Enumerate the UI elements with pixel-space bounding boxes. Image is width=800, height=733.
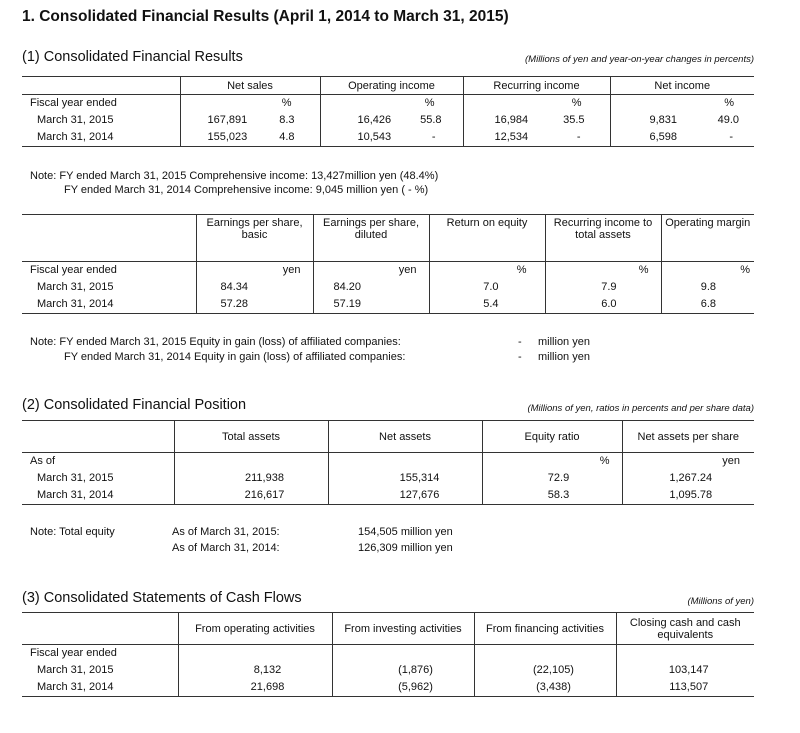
operating-margin-value: 6.8 [661,296,754,314]
closing-cash-value: 113,507 [616,679,754,697]
equity-gain-dash: - [518,336,522,348]
net-sales-pct: 8.3 [279,114,295,126]
header-eps-basic: Earnings per share, basic [196,215,313,262]
equity-gain-unit: million yen [538,351,590,363]
equity-ratio-value: 72.9 [482,470,622,487]
row-label: March 31, 2015 [37,472,114,484]
section1-heading: (1) Consolidated Financial Results [22,49,243,65]
recurring-income-pct: - [576,131,581,143]
header-total-assets: Total assets [174,421,328,453]
row-label: March 31, 2014 [22,679,178,697]
eps-basic-value: 57.28 [196,296,313,314]
header-net-assets-per-share: Net assets per share [622,421,754,453]
cash-flows-table [22,612,754,697]
comprehensive-income-note: FY ended March 31, 2014 Comprehensive income: 9,045 million yen ( - %) [64,184,429,196]
position-header-row [22,421,754,453]
recurring-income-pct: 35.5 [563,114,585,126]
total-equity-date: As of March 31, 2014: [172,542,280,554]
net-income-value: 6,598 [649,131,678,143]
table-row [22,679,754,697]
as-of-label: As of [30,455,56,467]
total-equity-note-label: Note: Total equity [30,526,115,538]
header-investing: From investing activities [332,613,474,645]
equity-gain-dash: - [518,351,522,363]
header-financing: From financing activities [474,613,616,645]
net-assets-per-share-value: 1,095.78 [622,487,754,505]
header-blank [22,215,196,262]
operating-income-pct: 55.8 [420,114,442,126]
net-assets-value: 155,314 [328,470,482,487]
results-table [22,76,754,147]
roe-value: 5.4 [429,296,545,314]
table-row [22,95,754,113]
results-header-row [22,77,754,95]
recurring-income-value: 16,984 [494,114,529,126]
fy-label: Fiscal year ended [30,647,117,659]
section1-unit: (Millions of yen and year-on-year changes in percents) [525,54,754,65]
financing-value: (22,105) [474,662,616,679]
operating-margin-value: 9.8 [661,279,754,296]
recurring-income-value: 12,534 [494,131,529,143]
investing-value: (5,962) [332,679,474,697]
operating-value: 21,698 [178,679,332,697]
recurring-to-assets-value: 6.0 [545,296,661,314]
table-row [22,470,754,487]
unit-yen: yen [196,262,313,280]
position-table [22,420,754,505]
net-sales-value: 167,891 [207,114,248,126]
row-label: March 31, 2015 [37,281,114,293]
equity-gain-note: FY ended March 31, 2014 Equity in gain (loss) of affiliated companies: [64,351,406,363]
unit-pct: % [320,95,463,113]
net-income-pct: 49.0 [717,114,739,126]
unit-pct: % [429,262,545,280]
equity-gain-unit: million yen [538,336,590,348]
eps-diluted-value: 57.19 [313,296,429,314]
investing-value: (1,876) [332,662,474,679]
section2-unit: (Millions of yen, ratios in percents and per share data) [527,403,754,414]
equity-gain-note: Note: FY ended March 31, 2015 Equity in gain (loss) of affiliated companies: [30,336,401,348]
header-recurring-to-assets: Recurring income to total assets [545,215,661,262]
fy-label: Fiscal year ended [30,97,117,109]
net-assets-value: 127,676 [328,487,482,505]
equity-ratio-value: 58.3 [482,487,622,505]
unit-yen: yen [622,453,754,471]
table-row [22,129,754,147]
header-net-assets: Net assets [328,421,482,453]
net-sales-value: 155,023 [207,131,248,143]
roe-value: 7.0 [429,279,545,296]
header-blank [22,613,178,645]
unit-pct: % [463,95,610,113]
net-income-pct: - [729,131,733,143]
table-row [22,662,754,679]
row-label: March 31, 2015 [37,664,114,676]
operating-value: 8,132 [178,662,332,679]
total-equity-value: 154,505 million yen [358,526,453,538]
eps-basic-value: 84.34 [196,279,313,296]
operating-income-value: 10,543 [357,131,392,143]
table-row [22,453,754,471]
header-blank [22,421,174,453]
table-row [22,262,754,280]
header-net-income: Net income [610,77,754,95]
table-row [22,645,754,663]
header-operating: From operating activities [178,613,332,645]
table-row [22,487,754,505]
unit-yen: yen [313,262,429,280]
header-eps-diluted: Earnings per share, diluted [313,215,429,262]
net-income-value: 9,831 [649,114,678,126]
ratios-table [22,214,754,314]
row-label: March 31, 2014 [22,296,196,314]
total-assets-value: 216,617 [174,487,328,505]
table-row [22,112,754,129]
row-label: March 31, 2014 [22,129,180,147]
table-row [22,279,754,296]
header-closing-cash: Closing cash and cash equivalents [616,613,754,645]
net-assets-per-share-value: 1,267.24 [622,470,754,487]
unit-pct: % [661,262,754,280]
recurring-to-assets-value: 7.9 [545,279,661,296]
financing-value: (3,438) [474,679,616,697]
unit-pct: % [610,95,754,113]
comprehensive-income-note: Note: FY ended March 31, 2015 Comprehensive income: 13,427million yen (48.4%) [30,170,439,182]
header-recurring-income: Recurring income [463,77,610,95]
header-blank [22,77,180,95]
unit-pct: % [180,95,320,113]
row-label: March 31, 2014 [22,487,174,505]
section3-unit: (Millions of yen) [687,596,754,607]
section2-heading: (2) Consolidated Financial Position [22,397,247,413]
page-title: 1. Consolidated Financial Results (April 1, 2014 to March 31, 2015) [22,8,509,25]
ratios-header-row [22,215,754,262]
cash-flows-header-row [22,613,754,645]
total-assets-value: 211,938 [174,470,328,487]
header-operating-income: Operating income [320,77,463,95]
header-equity-ratio: Equity ratio [482,421,622,453]
total-equity-date: As of March 31, 2015: [172,526,280,538]
eps-diluted-value: 84.20 [313,279,429,296]
net-sales-pct: 4.8 [279,131,295,143]
row-label: March 31, 2015 [37,114,114,126]
total-equity-value: 126,309 million yen [358,542,453,554]
section3-heading: (3) Consolidated Statements of Cash Flows [22,590,302,606]
unit-pct: % [545,262,661,280]
operating-income-pct: - [431,131,436,143]
header-operating-margin: Operating margin [661,215,754,262]
fy-label: Fiscal year ended [30,264,117,276]
closing-cash-value: 103,147 [616,662,754,679]
header-roe: Return on equity [429,215,545,262]
unit-pct: % [482,453,622,471]
operating-income-value: 16,426 [357,114,392,126]
header-net-sales: Net sales [180,77,320,95]
table-row [22,296,754,314]
